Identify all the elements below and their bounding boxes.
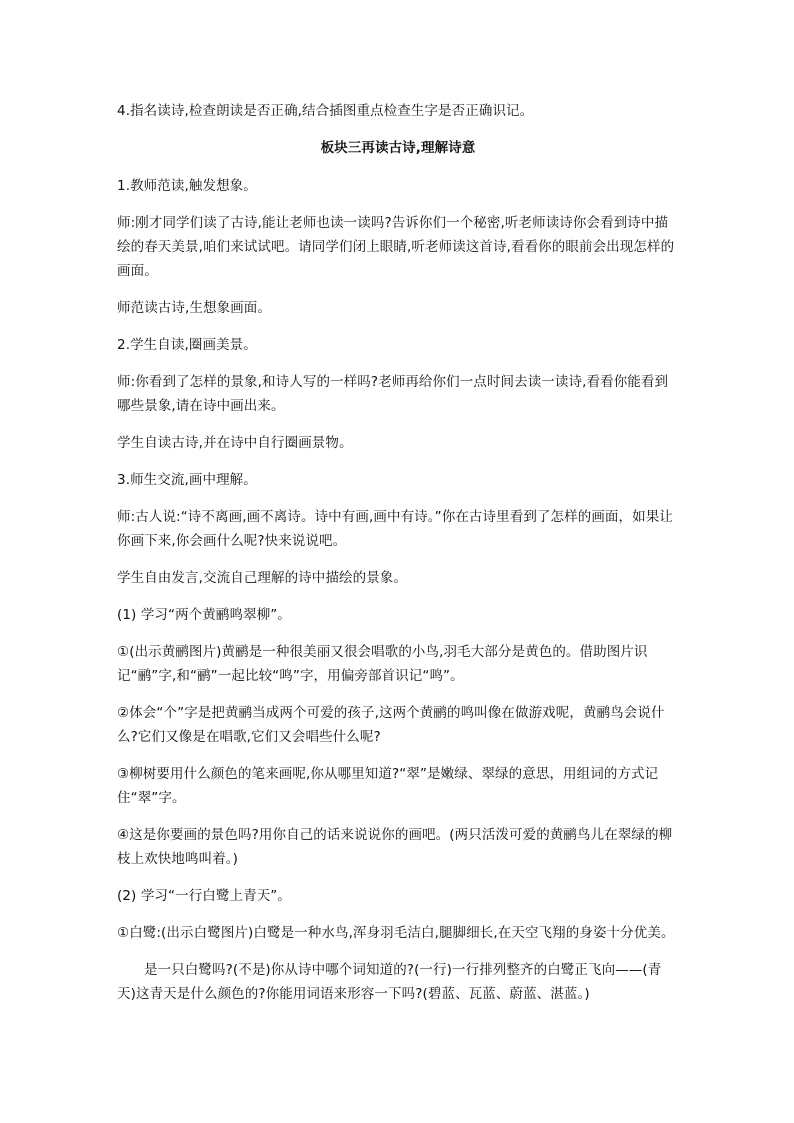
paragraph-sub-2-title: (2) 学习“一行白鹭上青天”。: [117, 888, 292, 904]
paragraph-step-3-title: 3.师生交流,画中理解。: [117, 472, 257, 488]
paragraph-step-2-title: 2.学生自读,圈画美景。: [117, 337, 257, 353]
paragraph-sub-1-title: (1) 学习“两个黄鹂鸣翠柳”。: [117, 607, 292, 623]
paragraph-sub-2-item-2: 是一只白鹭吗?(不是)你从诗中哪个词知道的?(一行)一行排列整齐的白鹭正飞向——(青天)这青天是什么颜色的?你能用词语来形容一下吗?(碧蓝、瓦蓝、蔚蓝、湛蓝。): [117, 962, 662, 1002]
section-heading: 板块三再读古诗,理解诗意: [320, 140, 476, 156]
paragraph-step-4: 4.指名读诗,检查朗读是否正确,结合插图重点检查生字是否正确识记。: [117, 103, 534, 119]
paragraph-sub-1-item-2: ②体会“个”字是把黄鹂当成两个可爱的孩子,这两个黄鹂的鸣叫像在做游戏呢，黄鹂鸟会说什么?它们又像是在唱歌,它们又会唱些什么呢?: [117, 705, 665, 745]
paragraph-student-reading: 学生自读古诗,并在诗中自行圈画景物。: [117, 435, 353, 451]
paragraph-teacher-reading: 师范读古诗,生想象画面。: [117, 300, 271, 316]
paragraph-sub-2-item-1: ①白鹭:(出示白鹭图片)白鹭是一种水鸟,浑身羽毛洁白,腿脚细长,在天空飞翔的身姿十分优美。: [117, 925, 675, 941]
paragraph-teacher-question: 师:你看到了怎样的景象,和诗人写的一样吗?老师再给你们一点时间去读一读诗,看看你能看到哪些景象,请在诗中画出来。: [117, 374, 669, 414]
paragraph-teacher-intro: 师:刚才同学们读了古诗,能让老师也读一读吗?告诉你们一个秘密,听老师读诗你会看到诗中描绘的春天美景,咱们来试试吧。请同学们闭上眼睛,听老师读这首诗,看看你的眼前会出现怎样的画面。: [117, 215, 675, 279]
paragraph-step-1-title: 1.教师范读,触发想象。: [117, 178, 257, 194]
paragraph-sub-1-item-4: ④这是你要画的景色吗?用你自己的话来说说你的画吧。(两只活泼可爱的黄鹂鸟儿在翠绿的柳枝上欢快地鸣叫着。): [117, 827, 673, 867]
document-page: [117, 99, 679, 1019]
paragraph-teacher-quote: 师:古人说:“诗不离画,画不离诗。诗中有画,画中有诗。”你在古诗里看到了怎样的画面，如果让你画下来,你会画什么呢?快来说说吧。: [117, 509, 673, 549]
paragraph-student-discussion: 学生自由发言,交流自己理解的诗中描绘的景象。: [117, 570, 407, 586]
paragraph-sub-1-item-1: ①(出示黄鹂图片)黄鹂是一种很美丽又很会唱歌的小鸟,羽毛大部分是黄色的。借助图片识记“鹂”字,和“鹂”一起比较“鸣”字，用偏旁部首识记“鸣”。: [117, 644, 648, 684]
paragraph-sub-1-item-3: ③柳树要用什么颜色的笔来画呢,你从哪里知道?“翠”是嫩绿、翠绿的意思，用组词的方式记住“翠”字。: [117, 766, 659, 806]
